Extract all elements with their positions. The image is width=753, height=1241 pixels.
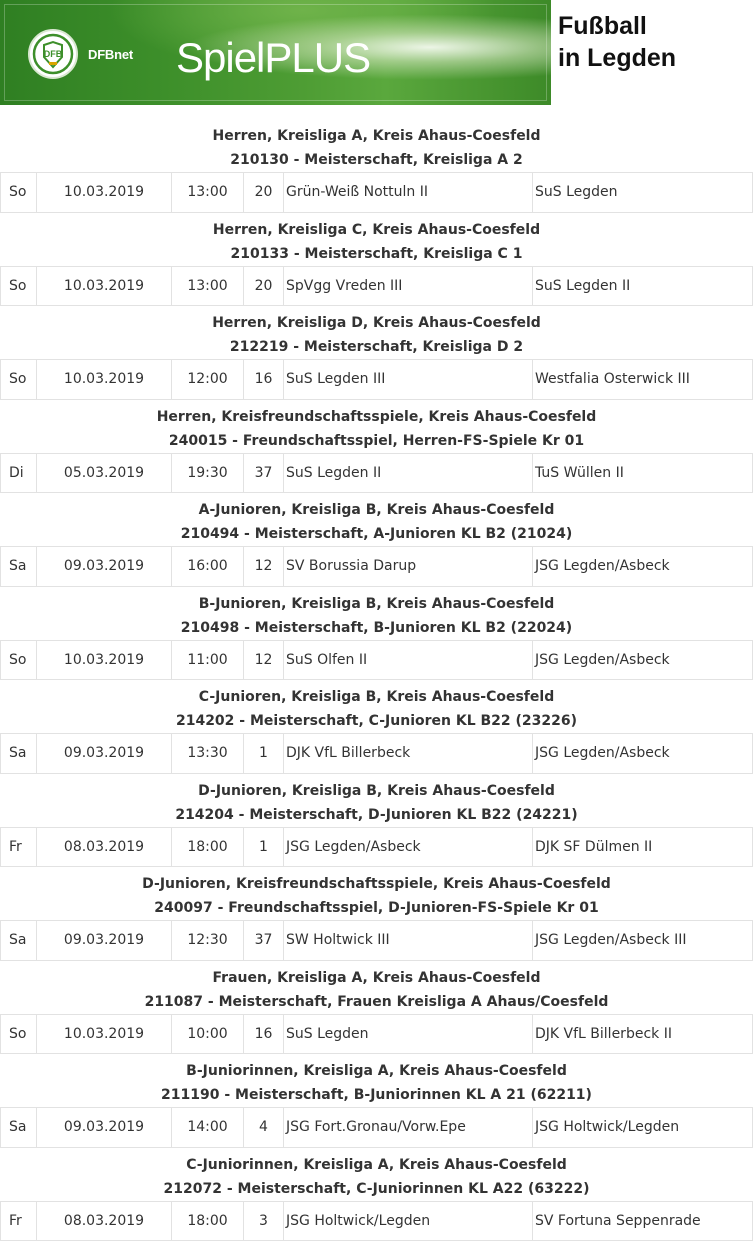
- away-team: SuS Legden: [533, 173, 753, 212]
- competition-header: [0, 1148, 753, 1202]
- match-time: 12:00: [172, 360, 244, 399]
- home-team: JSG Legden/Asbeck: [284, 828, 533, 867]
- competition-name: Herren, Kreisliga A, Kreis Ahaus-Coesfeld: [212, 128, 541, 144]
- competition-name: A-Junioren, Kreisliga B, Kreis Ahaus-Coesfeld: [198, 502, 555, 518]
- away-team: Westfalia Osterwick III: [533, 360, 753, 399]
- competition-header: [0, 867, 753, 921]
- competition-detail: 211087 - Meisterschaft, Frauen Kreisliga A Ahaus/Coesfeld: [144, 993, 609, 1010]
- match-number: 20: [244, 173, 284, 212]
- match-time: 18:00: [172, 1202, 244, 1241]
- match-number: 12: [244, 641, 284, 680]
- match-date: 09.03.2019: [37, 921, 172, 960]
- match-row: [0, 360, 753, 400]
- match-time: 11:00: [172, 641, 244, 680]
- competition-name: Herren, Kreisliga C, Kreis Ahaus-Coesfeld: [212, 221, 541, 238]
- match-row: [0, 173, 753, 213]
- match-number: 1: [244, 828, 284, 867]
- away-team: JSG Legden/Asbeck: [533, 734, 753, 773]
- competition-name: Frauen, Kreisliga A, Kreis Ahaus-Coesfeld: [212, 969, 541, 986]
- match-row: [0, 454, 753, 494]
- away-team: JSG Holtwick/Legden: [533, 1108, 753, 1147]
- page-title-line2: in Legden: [558, 44, 677, 72]
- away-team: DJK SF Dülmen II: [533, 828, 753, 867]
- match-time: 13:00: [172, 173, 244, 212]
- match-number: 4: [244, 1108, 284, 1147]
- competition-header: [0, 1054, 753, 1108]
- page-title-line1: Fußball: [558, 12, 647, 40]
- match-date: 10.03.2019: [37, 360, 172, 399]
- page-title: [558, 10, 676, 74]
- competition-detail: 210133 - Meisterschaft, Kreisliga C 1: [230, 245, 523, 262]
- match-row: [0, 641, 753, 681]
- match-number: 16: [244, 1015, 284, 1054]
- svg-text:DFB: DFB: [43, 49, 63, 59]
- home-team: SuS Legden II: [284, 454, 533, 493]
- competition-header: [0, 680, 753, 734]
- match-date: 10.03.2019: [37, 267, 172, 306]
- match-number: 37: [244, 921, 284, 960]
- match-day: Sa: [0, 1108, 37, 1147]
- match-date: 10.03.2019: [37, 173, 172, 212]
- spielplus-logo-text: SpielPLUS: [176, 34, 371, 81]
- match-row: [0, 547, 753, 587]
- competition-detail: 211190 - Meisterschaft, B-Juniorinnen KL A 21 (62211): [161, 1087, 592, 1103]
- match-date: 05.03.2019: [37, 454, 172, 493]
- competition-name: B-Junioren, Kreisliga B, Kreis Ahaus-Coesfeld: [198, 595, 555, 612]
- match-time: 16:00: [172, 547, 244, 586]
- match-number: 37: [244, 454, 284, 493]
- match-date: 08.03.2019: [37, 828, 172, 867]
- away-team: JSG Legden/Asbeck: [533, 547, 753, 586]
- competition-detail: 212219 - Meisterschaft, Kreisliga D 2: [229, 339, 524, 355]
- dfbnet-label: DFBnet: [88, 47, 134, 62]
- home-team: DJK VfL Billerbeck: [284, 734, 533, 773]
- match-day: So: [0, 360, 37, 399]
- match-number: 20: [244, 267, 284, 306]
- away-team: JSG Legden/Asbeck: [533, 641, 753, 680]
- match-date: 10.03.2019: [37, 1015, 172, 1054]
- home-team: SW Holtwick III: [284, 921, 533, 960]
- match-time: 13:30: [172, 734, 244, 773]
- competition-detail: 210498 - Meisterschaft, B-Junioren KL B2 (22024): [180, 619, 573, 636]
- match-time: 13:00: [172, 267, 244, 306]
- match-day: Sa: [0, 734, 37, 773]
- match-day: Fr: [0, 828, 37, 867]
- competition-name: B-Juniorinnen, Kreisliga A, Kreis Ahaus-Coesfeld: [186, 1063, 567, 1079]
- match-day: So: [0, 267, 37, 306]
- match-day: So: [0, 173, 37, 212]
- competition-detail: 210494 - Meisterschaft, A-Junioren KL B2 (21024): [180, 526, 573, 542]
- away-team: SV Fortuna Seppenrade: [533, 1202, 753, 1241]
- spielplus-banner: [0, 0, 551, 105]
- match-number: 16: [244, 360, 284, 399]
- match-day: Fr: [0, 1202, 37, 1241]
- competition-header: [0, 493, 753, 547]
- competition-name: C-Junioren, Kreisliga B, Kreis Ahaus-Coesfeld: [198, 689, 555, 705]
- match-number: 3: [244, 1202, 284, 1241]
- match-number: 1: [244, 734, 284, 773]
- competition-header: [0, 400, 753, 454]
- match-schedule: [0, 119, 753, 1241]
- match-row: [0, 267, 753, 307]
- match-time: 18:00: [172, 828, 244, 867]
- match-time: 19:30: [172, 454, 244, 493]
- away-team: TuS Wüllen II: [533, 454, 753, 493]
- match-date: 09.03.2019: [37, 1108, 172, 1147]
- home-team: SV Borussia Darup: [284, 547, 533, 586]
- competition-name: D-Junioren, Kreisfreundschaftsspiele, Kreis Ahaus-Coesfeld: [142, 876, 611, 892]
- match-row: [0, 1015, 753, 1055]
- match-date: 10.03.2019: [37, 641, 172, 680]
- match-row: [0, 1108, 753, 1148]
- away-team: DJK VfL Billerbeck II: [533, 1015, 753, 1054]
- away-team: JSG Legden/Asbeck III: [533, 921, 753, 960]
- home-team: SpVgg Vreden III: [284, 267, 533, 306]
- competition-detail: 210130 - Meisterschaft, Kreisliga A 2: [230, 152, 523, 168]
- competition-header: [0, 213, 753, 267]
- match-day: Sa: [0, 921, 37, 960]
- match-day: Sa: [0, 547, 37, 586]
- home-team: SuS Legden: [284, 1015, 533, 1054]
- match-date: 09.03.2019: [37, 734, 172, 773]
- match-row: [0, 921, 753, 961]
- competition-detail: 214202 - Meisterschaft, C-Junioren KL B22 (23226): [175, 713, 578, 729]
- match-row: [0, 734, 753, 774]
- competition-header: [0, 774, 753, 828]
- competition-header: [0, 306, 753, 360]
- home-team: SuS Legden III: [284, 360, 533, 399]
- match-day: So: [0, 641, 37, 680]
- home-team: JSG Fort.Gronau/Vorw.Epe: [284, 1108, 533, 1147]
- competition-detail: 212072 - Meisterschaft, C-Juniorinnen KL A22 (63222): [163, 1180, 590, 1197]
- competition-detail: 240097 - Freundschaftsspiel, D-Junioren-FS-Spiele Kr 01: [154, 900, 599, 916]
- home-team: JSG Holtwick/Legden: [284, 1202, 533, 1241]
- match-time: 14:00: [172, 1108, 244, 1147]
- match-row: [0, 828, 753, 868]
- match-time: 10:00: [172, 1015, 244, 1054]
- match-row: [0, 1202, 753, 1241]
- home-team: SuS Olfen II: [284, 641, 533, 680]
- match-date: 08.03.2019: [37, 1202, 172, 1241]
- competition-detail: 240015 - Freundschaftsspiel, Herren-FS-Spiele Kr 01: [168, 432, 585, 449]
- match-day: So: [0, 1015, 37, 1054]
- away-team: SuS Legden II: [533, 267, 753, 306]
- competition-header: [0, 587, 753, 641]
- competition-header: [0, 119, 753, 173]
- competition-name: D-Junioren, Kreisliga B, Kreis Ahaus-Coesfeld: [198, 782, 555, 799]
- competition-name: Herren, Kreisfreundschaftsspiele, Kreis Ahaus-Coesfeld: [156, 408, 597, 425]
- competition-detail: 214204 - Meisterschaft, D-Junioren KL B22 (24221): [175, 806, 578, 823]
- competition-name: C-Juniorinnen, Kreisliga A, Kreis Ahaus-Coesfeld: [186, 1156, 567, 1173]
- dfb-logo-icon: [28, 29, 78, 79]
- home-team: Grün-Weiß Nottuln II: [284, 173, 533, 212]
- competition-header: [0, 961, 753, 1015]
- match-time: 12:30: [172, 921, 244, 960]
- match-day: Di: [0, 454, 37, 493]
- match-date: 09.03.2019: [37, 547, 172, 586]
- match-number: 12: [244, 547, 284, 586]
- competition-name: Herren, Kreisliga D, Kreis Ahaus-Coesfeld: [212, 315, 541, 331]
